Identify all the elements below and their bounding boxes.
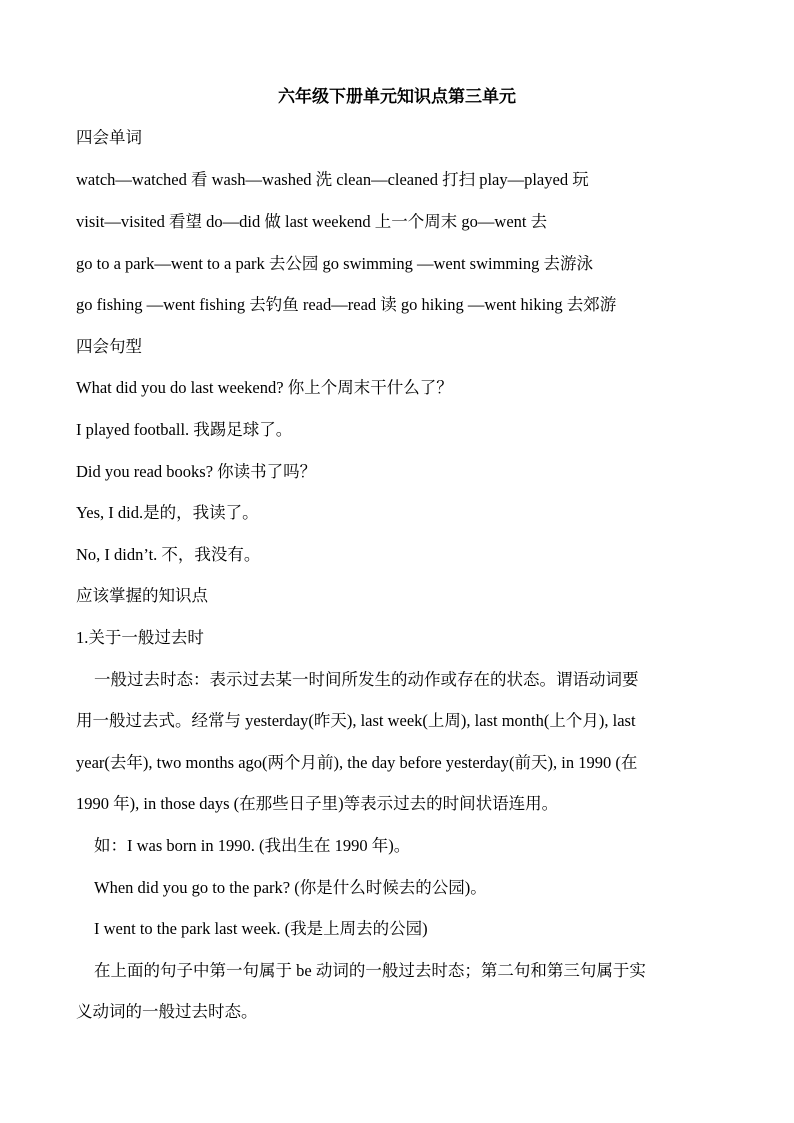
sentence-line: What did you do last weekend? 你上个周末干什么了？ (76, 378, 453, 397)
paragraph-line: 1990 年), in those days (在那些日子里)等表示过去的时间状语连用。 (76, 794, 559, 813)
vocab-line: go fishing —went fishing 去钓鱼 read—read 读 go hiking —went hiking 去郊游 (76, 295, 617, 314)
example-line: I went to the park last week. (我是上周去的公园) (94, 919, 428, 938)
paragraph-line: 用一般过去式。经常与 yesterday(昨天), last week(上周), last month(上个月), last (76, 711, 636, 730)
closing-line: 义动词的一般过去时态。 (76, 1002, 258, 1021)
sentence-heading: 四会句型 (76, 337, 142, 356)
sentence-line: Did you read books? 你读书了吗？ (76, 462, 317, 481)
example-line: When did you go to the park? (你是什么时候去的公园)。 (94, 878, 487, 897)
point-heading: 1.关于一般过去时 (76, 628, 204, 647)
sentence-line: No, I didn’t. 不，我没有。 (76, 545, 261, 564)
paragraph-line: year(去年), two months ago(两个月前), the day before yesterday(前天), in 1990 (在 (76, 753, 638, 772)
knowledge-heading: 应该掌握的知识点 (76, 586, 208, 605)
vocab-line: watch—watched 看 wash—washed 洗 clean—cleaned 打扫 play—played 玩 (76, 170, 589, 189)
vocab-line: visit—visited 看望 do—did 做 last weekend 上一个周末 go—went 去 (76, 212, 548, 231)
sentence-line: Yes, I did.是的，我读了。 (76, 503, 259, 522)
example-line: 如：I was born in 1990. (我出生在 1990 年)。 (94, 836, 411, 855)
closing-line: 在上面的句子中第一句属于 be 动词的一般过去时态；第二句和第三句属于实 (94, 961, 646, 980)
vocab-line: go to a park—went to a park 去公园 go swimming —went swimming 去游泳 (76, 254, 593, 273)
vocab-heading: 四会单词 (76, 128, 142, 147)
page-title: 六年级下册单元知识点第三单元 (278, 87, 516, 106)
paragraph-line: 一般过去时态：表示过去某一时间所发生的动作或存在的状态。谓语动词要 (94, 670, 639, 689)
sentence-line: I played football. 我踢足球了。 (76, 420, 293, 439)
